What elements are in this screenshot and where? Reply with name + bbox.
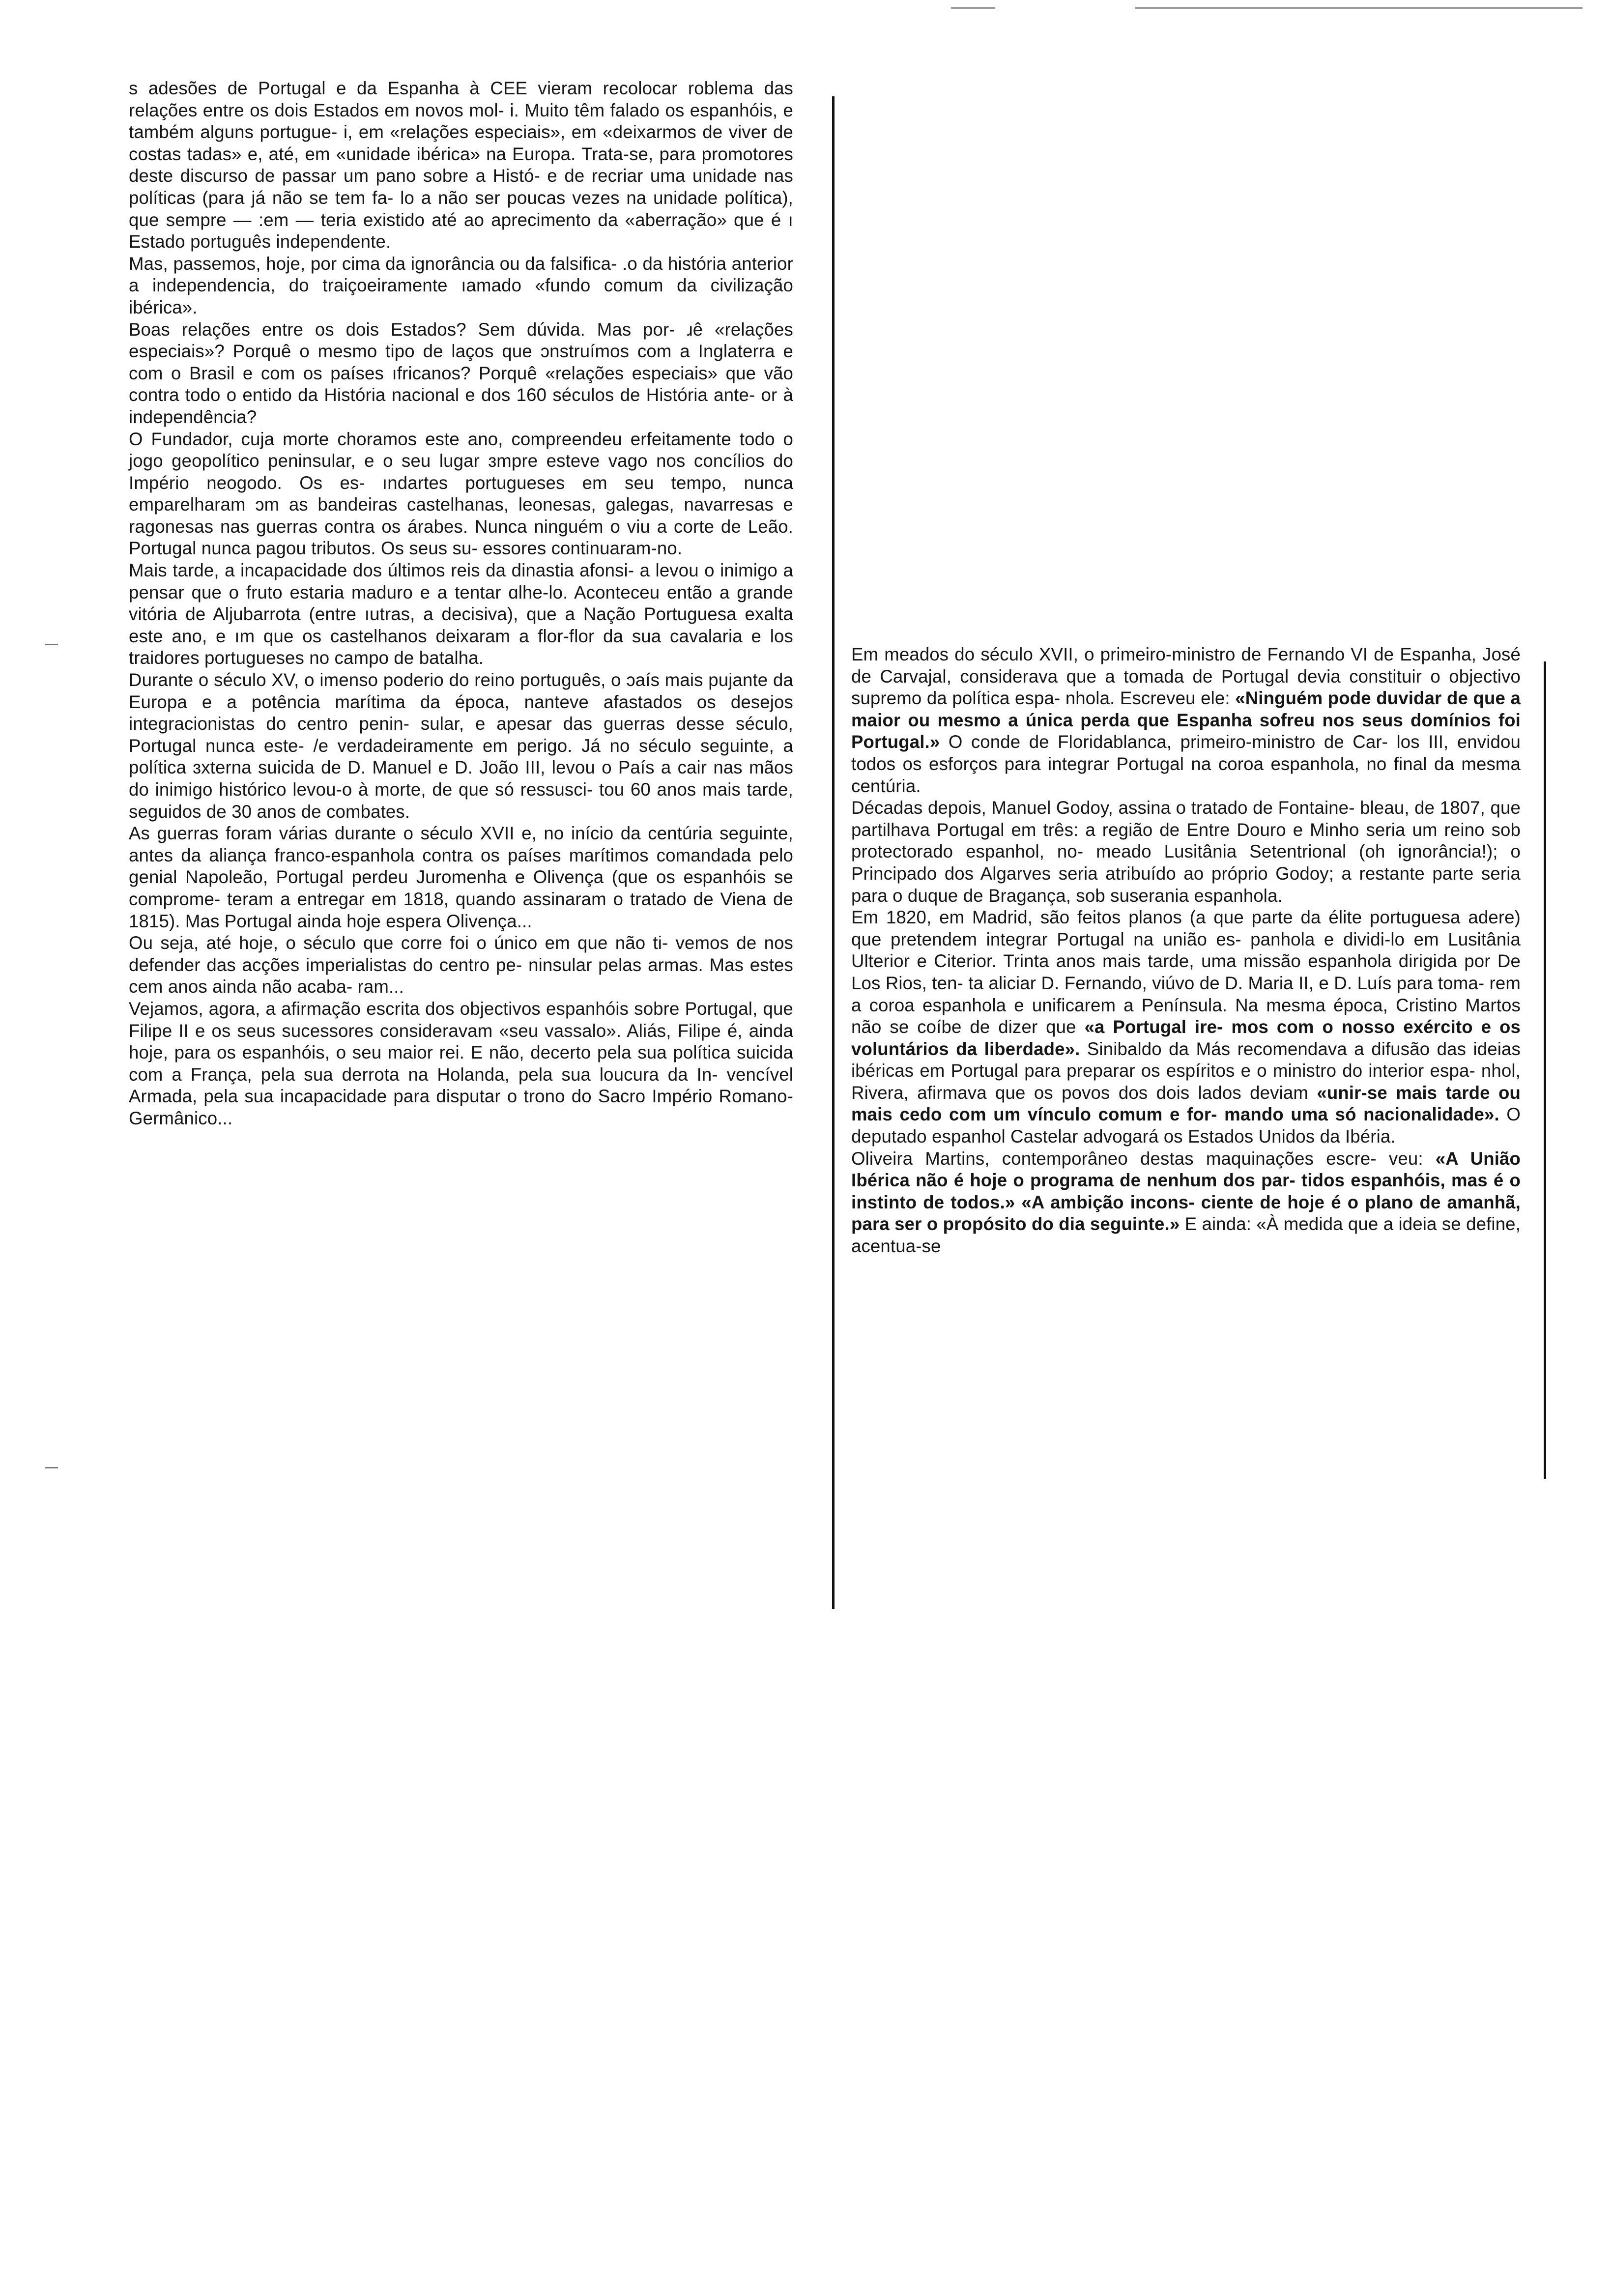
- quotation-bold: «a Portugal ire- mos com o nosso exército e os voluntários da liberdade».: [851, 1017, 1521, 1059]
- left-column: [129, 78, 793, 1130]
- article-paragraph: Vejamos, agora, a afirmação escrita dos objectivos espanhóis sobre Portugal, que Filipe II e os seus sucessores consideravam «seu vassalo». Aliás, Filipe é, ainda hoje, para os espanhóis, o seu maior rei. E não, decerto pela sua política suicida com a França, pela sua derrota na Holanda, pela sua loucura da In- vencível Armada, pela sua incapacidade para disputar o trono do Sacro Império Romano-Germânico...: [129, 998, 793, 1128]
- paragraph-text: Oliveira Martins, contemporâneo destas maquinações escre- veu:: [851, 1148, 1436, 1169]
- column-rule-left: [832, 96, 835, 1609]
- article-paragraph: Ou seja, até hoje, o século que corre foi o único em que não ti- vemos de nos defender das acções imperialistas do centro pe- ninsular pelas armas. Mas estes cem anos ainda não acaba- ram...: [129, 933, 793, 997]
- paragraph-text: E ainda: «À medida que a ideia se define, acentua-se: [851, 1214, 1521, 1257]
- paragraph-text: O conde de Floridablanca, primeiro-ministro de Car- los III, envidou todos os esforços para integrar Portugal na coroa espanhola, no final da mesma centúria.: [851, 732, 1521, 796]
- top-rule-right: [1135, 7, 1583, 9]
- article-paragraph: [851, 797, 1521, 907]
- article-paragraph: Mais tarde, a incapacidade dos últimos reis da dinastia afonsi- a levou o inimigo a pensar que o fruto estaria maduro e a tentar ɑlhe-lo. Aconteceu então a grande vitória de Aljubarrota (entre ıutras, a decisiva), que a Nação Portuguesa exalta este ano, e ım que os castelhanos deixaram a flor-flor da sua cavalaria e los traidores portugueses no campo de batalha.: [129, 560, 793, 668]
- quotation-bold: «unir-se mais tarde ou mais cedo com um vínculo comum e for- mando uma só nacionalidade».: [851, 1082, 1521, 1125]
- article-paragraph: [851, 907, 1521, 1148]
- paragraph-text: Décadas depois, Manuel Godoy, assina o tratado de Fontaine- bleau, de 1807, que partilhava Portugal em três: a região de Entre Douro e Minho seria um reino sob protectorado espanhol, no- meado Lusitânia Setentrional (oh ignorância!); o Principado dos Algarves seria atribuído ao próprio Godoy; a restante parte seria para o duque de Bragança, sob suserania espanhola.: [851, 798, 1521, 906]
- article-paragraph: As guerras foram várias durante o século XVII e, no início da centúria seguinte, antes da aliança franco-espanhola contra os países marítimos comandada pelo genial Napoleão, Portugal perdeu Juromenha e Olivença (que os espanhóis se comprome- teram a entregar em 1818, quando assinaram o tratado de Viena de 1815). Mas Portugal ainda hoje espera Olivença...: [129, 823, 793, 931]
- article-paragraph: Mas, passemos, hoje, por cima da ignorância ou da falsifica- .o da história anterior a independencia, do traiçoeiramente ıamado «fundo comum da civilização ibérica».: [129, 253, 793, 317]
- article-paragraph: s adesões de Portugal e da Espanha à CEE vieram recolocar roblema das relações entre os dois Estados em novos mol- i. Muito têm falado os espanhóis, e também alguns portugue- i, em «relações especiais», em «deixarmos de viver de costas tadas» e, até, em «unidade ibérica» na Europa. Trata-se, para promotores deste discurso de passar um pano sobre a Histó- e de recriar uma unidade nas políticas (para já não se tem fa- lo a não ser poucas vezes na unidade política), que sempre — :em — teria existido até ao aprecimento da «aberração» que é ı Estado português independente.: [129, 78, 793, 252]
- paragraph-text: O deputado espanhol Castelar advogará os Estados Unidos da Ibéria.: [851, 1104, 1521, 1147]
- article-paragraph: Boas relações entre os dois Estados? Sem dúvida. Mas por- ɹê «relações especiais»? Porquê o mesmo tipo de laços que ɔnstruímos com a Inglaterra e com o Brasil e com os países ıfricanos? Porquê «relações especiais» que vão contra todo o entido da História nacional e dos 160 séculos de História ante- or à independência?: [129, 319, 793, 427]
- top-rule-left: [951, 7, 995, 9]
- article-paragraph: Durante o século XV, o imenso poderio do reino português, o ɔaís mais pujante da Europa e a potência marítima da época, nanteve afastados os desejos integracionistas do centro penin- sular, e apesar das guerras desse século, Portugal nunca este- /e verdadeiramente em perigo. Já no século seguinte, a política ɜxterna suicida de D. Manuel e D. João III, levou o País a cair nas mãos do inimigo histórico levou-o à morte, de que só ressusci- tou 60 anos mais tarde, seguidos de 30 anos de combates.: [129, 670, 793, 822]
- margin-mark-upper: [45, 644, 58, 645]
- article-paragraph: O Fundador, cuja morte choramos este ano, compreendeu erfeitamente todo o jogo geopolítico peninsular, e o seu lugar ɜmpre esteve vago nos concílios do Império neogodo. Os es- ındartes portugueses em seu tempo, nunca emparelharam ɔm as bandeiras castelhanas, leonesas, galegas, navarresas e ragonesas nas guerras contra os árabes. Nunca ninguém o viu a corte de Leão. Portugal nunca pagou tributos. Os seus su- essores continuaram-no.: [129, 429, 793, 559]
- quotation-bold: «Ninguém pode duvidar de que a maior ou mesmo a única perda que Espanha sofreu nos seus domínios foi Portugal.»: [851, 688, 1521, 752]
- paragraph-text: Em 1820, em Madrid, são feitos planos (a que parte da élite portuguesa adere) que pretendem integrar Portugal na união es- panhola e dividi-lo em Lusitânia Ulterior e Citerior. Trinta anos mais tarde, uma missão espanhola dirigida por De Los Rios, ten- ta aliciar D. Fernando, viúvo de D. Maria II, e D. Luís para toma- rem a coroa espanhola e unificarem a Península. Na mesma época, Cristino Martos não se coíbe de dizer que: [851, 907, 1521, 1037]
- margin-mark-lower: [45, 1467, 58, 1468]
- article-paragraph: [851, 1148, 1521, 1258]
- quotation-bold: «A União Ibérica não é hoje o programa de nenhum dos par- tidos espanhóis, mas é o instinto de todos.» «A ambição incons- ciente de hoje é o plano de amanhã, para ser o propósito do dia seguinte.»: [851, 1148, 1521, 1234]
- right-column: [851, 644, 1521, 1258]
- paragraph-text: Sinibaldo da Más recomendava a difusão das ideias ibéricas em Portugal para preparar os espíritos e o ministro do interior espa- nhol, Rivera, afirmava que os povos dos dois lados deviam: [851, 1038, 1521, 1103]
- paragraph-text: Em meados do século XVII, o primeiro-ministro de Fernando VI de Espanha, José de Carvajal, considerava que a tomada de Portugal devia constituir o objectivo supremo da política espa- nhola. Escreveu ele:: [851, 644, 1521, 709]
- column-rule-right: [1544, 661, 1546, 1479]
- article-paragraph: [851, 644, 1521, 797]
